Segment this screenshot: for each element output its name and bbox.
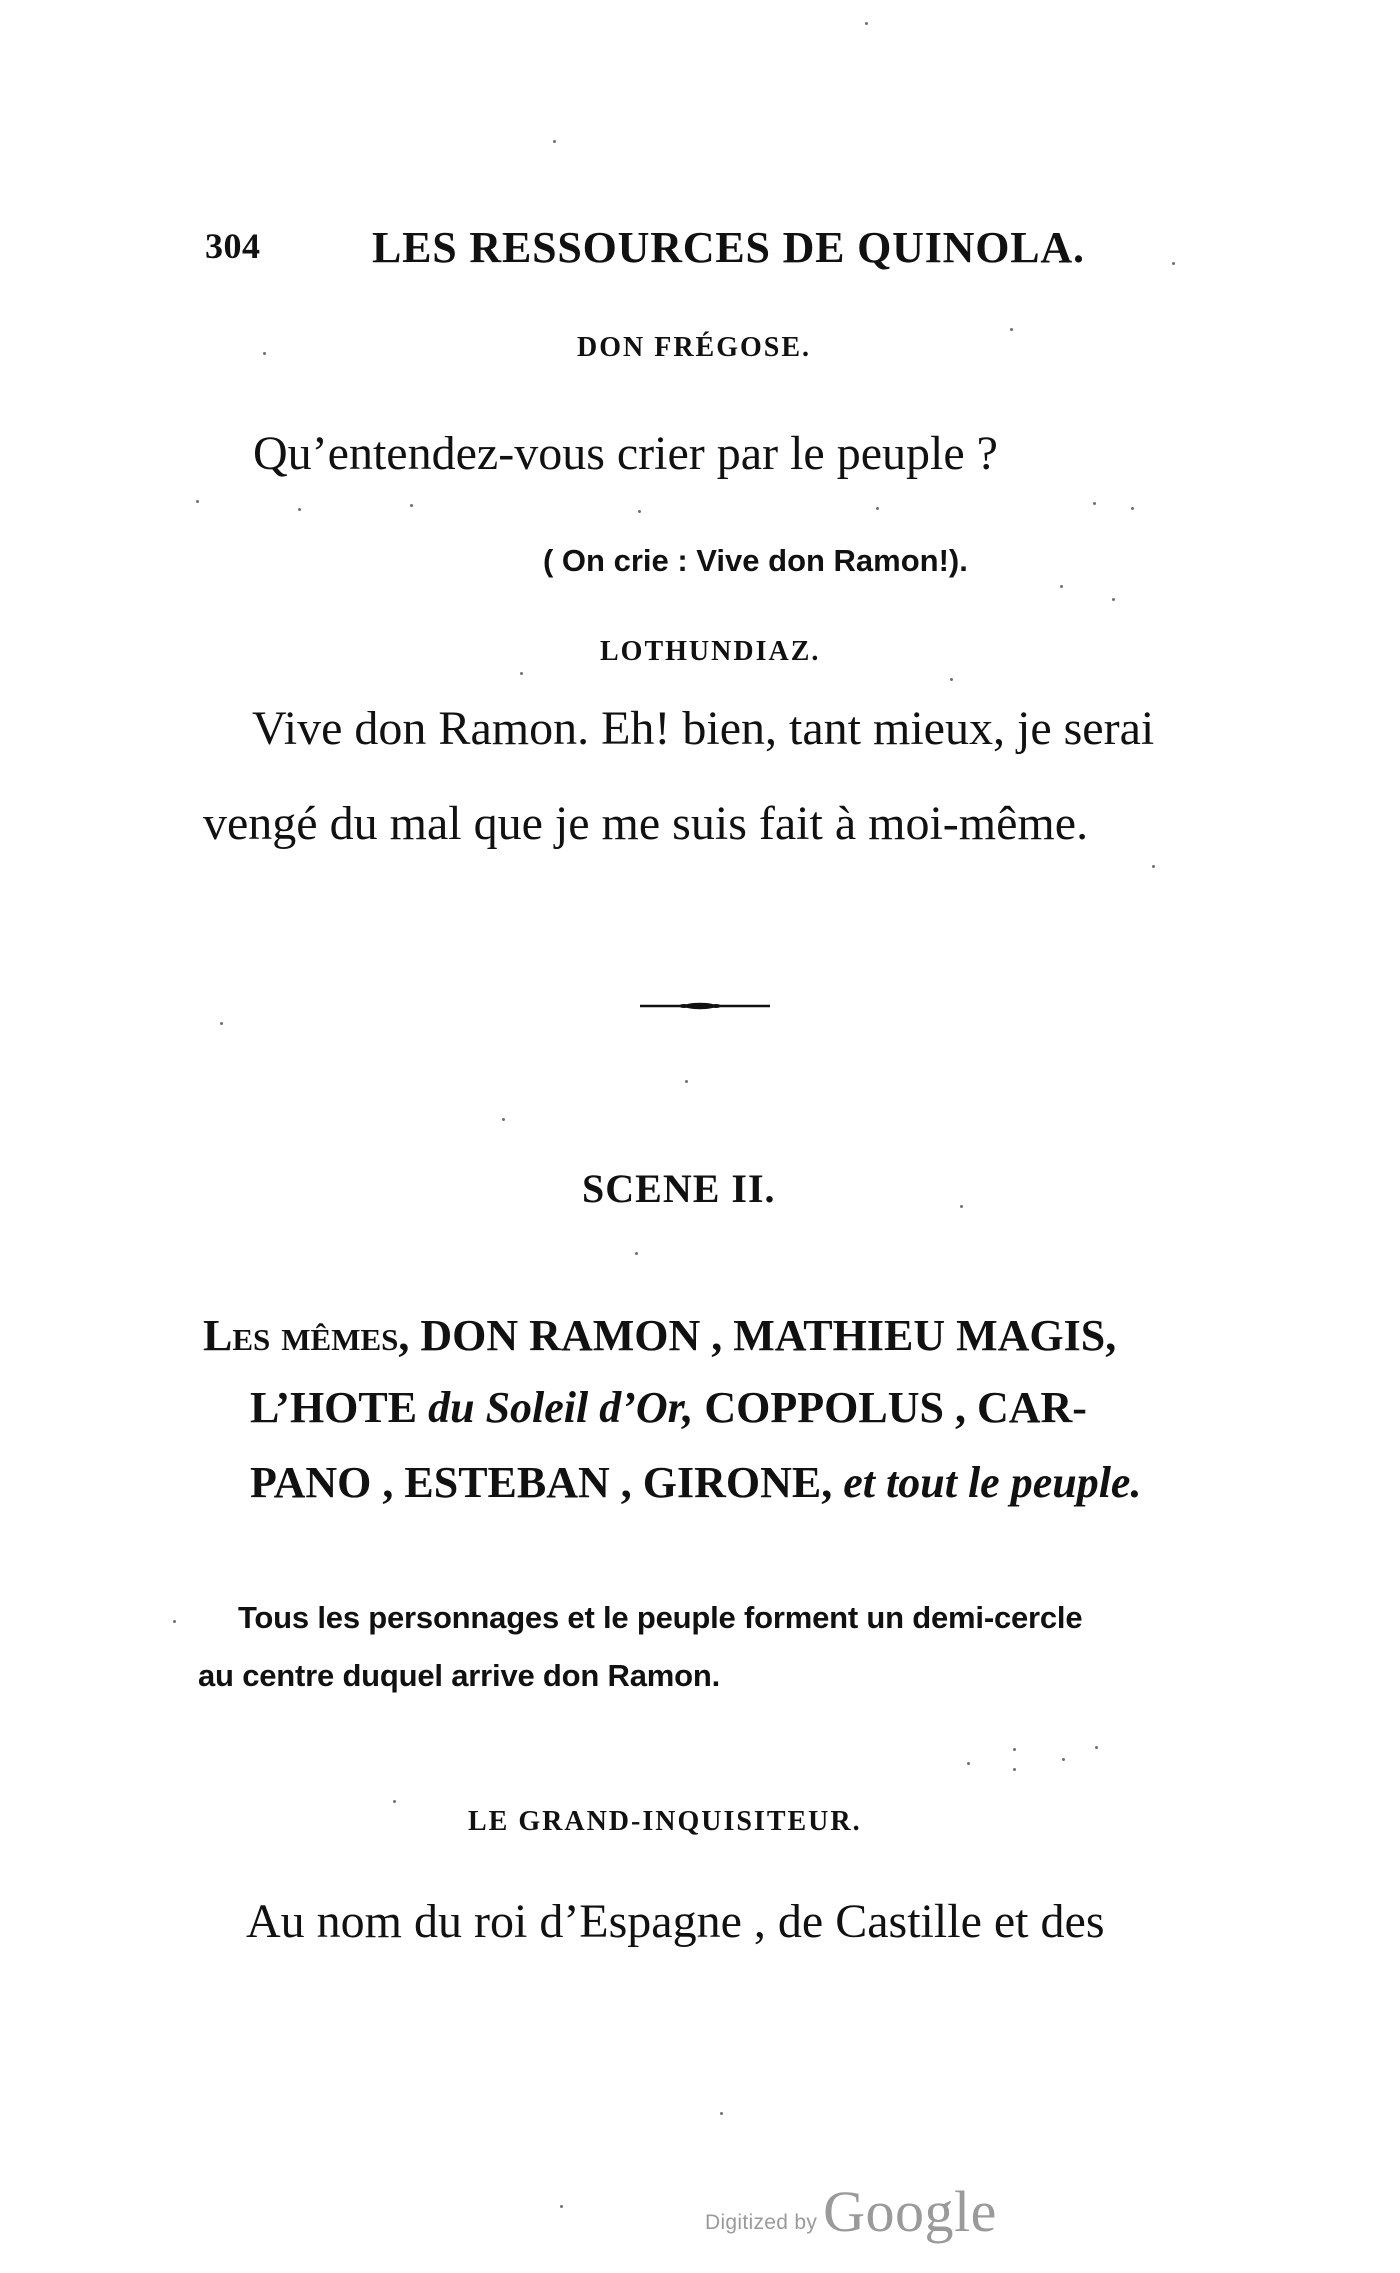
paper-speck (196, 500, 199, 503)
speaker-grand-inquisiteur: LE GRAND-INQUISITEUR. (468, 1806, 862, 1837)
running-title: LES RESSOURCES DE QUINOLA. (372, 223, 1085, 272)
paper-speck (1060, 585, 1063, 588)
page-number: 304 (205, 226, 261, 266)
paper-speck (967, 1762, 970, 1765)
paper-speck (865, 22, 868, 25)
stage-direction-crowd: ( On crie : Vive don Ramon!). (543, 543, 968, 578)
scene-divider-ornament (640, 1002, 770, 1010)
cast-names-1: , DON RAMON , MATHIEU MAGIS, (398, 1311, 1117, 1360)
paper-speck (1062, 1758, 1065, 1761)
paper-speck (520, 672, 523, 675)
cast-line-3 (250, 1457, 1141, 1508)
speaker-lothundiaz: LOTHUNDIAZ. (600, 636, 821, 667)
cast-les-memes: Les mêmes (203, 1311, 399, 1360)
cast-names-3: PANO , ESTEBAN , GIRONE, (250, 1458, 844, 1507)
watermark-prefix: Digitized by (705, 2211, 818, 2234)
cast-names-2-start: L’HOTE (250, 1383, 429, 1432)
speech-lothundiaz-line-1: Vive don Ramon. Eh! bien, tant mieux, je serai (252, 702, 1155, 755)
stage-note-line-2: au centre duquel arrive don Ramon. (198, 1658, 721, 1693)
paper-speck (410, 504, 413, 507)
paper-speck (960, 1205, 963, 1208)
cast-line-2 (250, 1382, 1087, 1433)
cast-place-italic: du Soleil d’Or, (428, 1383, 694, 1432)
google-logo: Google (823, 2179, 997, 2244)
paper-speck (220, 1022, 223, 1025)
speech-lothundiaz-line-2: vengé du mal que je me suis fait à moi-même. (203, 797, 1089, 850)
paper-speck (1010, 328, 1013, 331)
paper-speck (553, 140, 556, 143)
scene-heading: SCENE II. (582, 1166, 776, 1211)
cast-line-1 (203, 1310, 1116, 1361)
paper-speck (298, 508, 301, 511)
paper-speck (393, 1800, 396, 1803)
paper-speck (1172, 262, 1175, 265)
speech-don-fregose: Qu’entendez-vous crier par le peuple ? (253, 427, 998, 480)
cast-people-italic: et tout le peuple. (843, 1458, 1142, 1507)
paper-speck (950, 678, 953, 681)
paper-speck (1093, 502, 1096, 505)
paper-speck (263, 352, 266, 355)
paper-speck (1131, 507, 1134, 510)
paper-speck (635, 1252, 638, 1255)
paper-speck (685, 1080, 688, 1083)
paper-speck (1013, 1748, 1016, 1751)
paper-speck (1095, 1746, 1098, 1749)
stage-note-line-1: Tous les personnages et le peuple forment un demi-cercle (238, 1600, 1083, 1635)
cast-names-2-rest: COPPOLUS , CAR- (693, 1383, 1087, 1432)
digitization-watermark (705, 2178, 997, 2245)
speaker-don-fregose: DON FRÉGOSE. (577, 332, 812, 363)
paper-speck (1152, 865, 1155, 868)
paper-speck (502, 1118, 505, 1121)
speech-grand-inquisiteur: Au nom du roi d’Espagne , de Castille et des (246, 1895, 1105, 1948)
paper-speck (876, 507, 879, 510)
paper-speck (638, 510, 641, 513)
paper-speck (560, 2205, 563, 2208)
paper-speck (1112, 598, 1115, 601)
paper-speck (173, 1620, 176, 1623)
paper-speck (1013, 1768, 1016, 1771)
paper-speck (720, 2112, 723, 2115)
